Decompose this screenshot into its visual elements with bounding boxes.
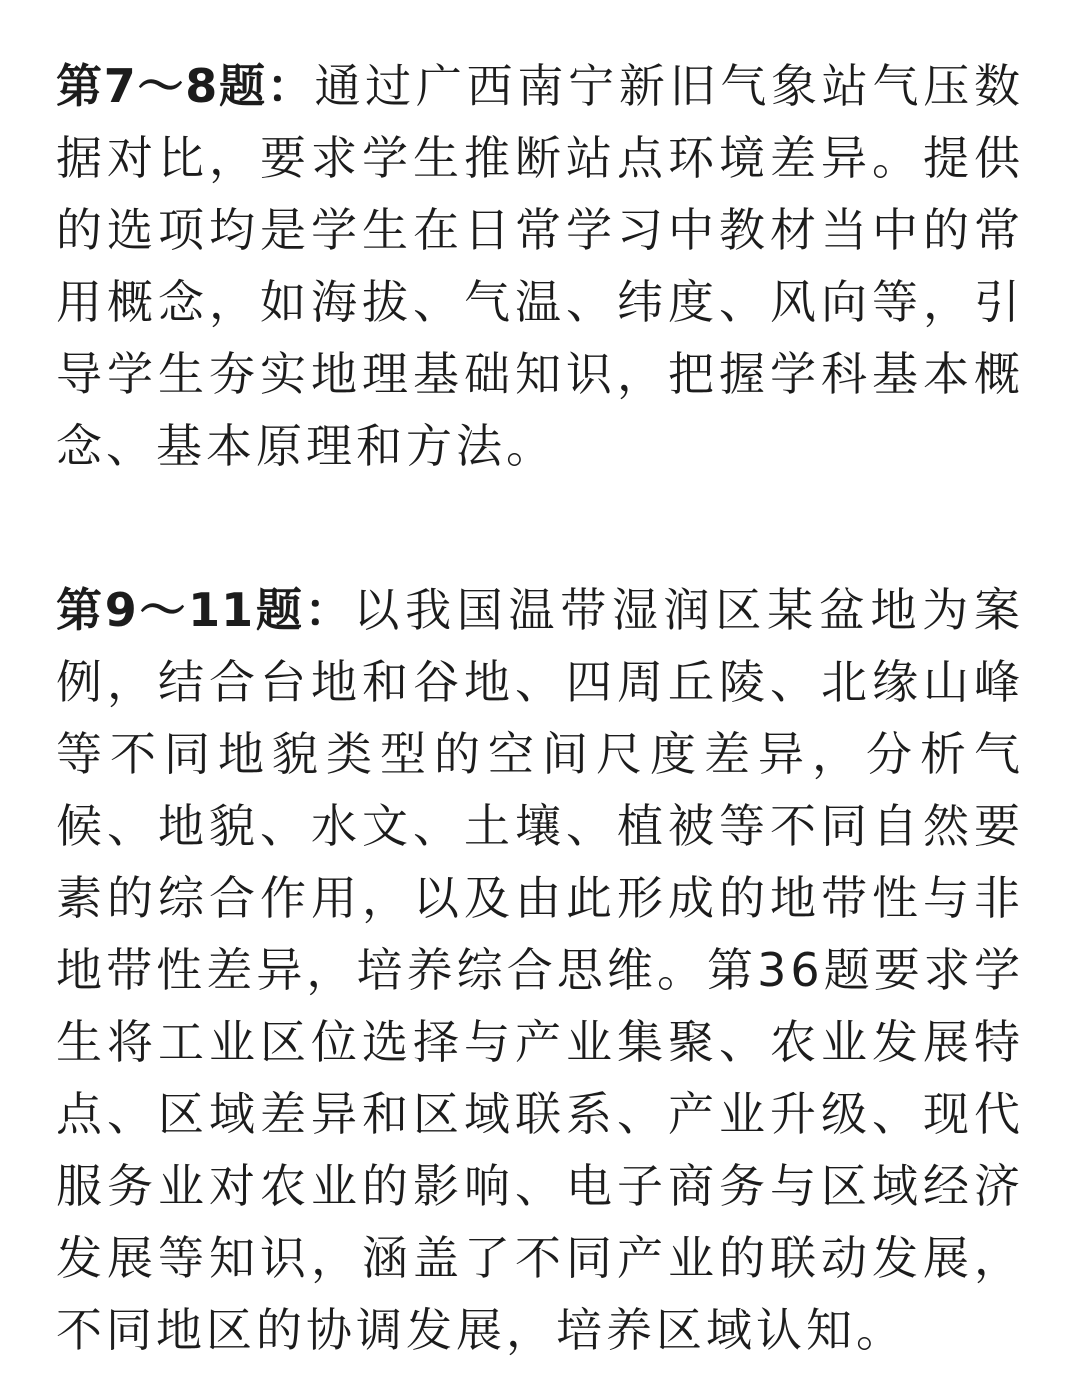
paragraph-label: 第7～8题： [56, 59, 315, 113]
paragraph-label: 第9～11题： [56, 583, 354, 637]
paragraph-questions-9-11 [56, 574, 1024, 1366]
paragraph-text: 以我国温带湿润区某盆地为案例，结合台地和谷地、四周丘陵、北缘山峰等不同地貌类型的空间尺度差异，分析气候、地貌、水文、土壤、植被等不同自然要素的综合作用，以及由此形成的地带性与非地带性差异，培养综合思维。第36题要求学生将工业区位选择与产业集聚、农业发展特点、区域差异和区域联系、产业升级、现代服务业对农业的影响、电子商务与区域经济发展等知识，涵盖了不同产业的联动发展，不同地区的协调发展，培养区域认知。 [56, 583, 1024, 1357]
paragraph-text: 通过广西南宁新旧气象站气压数据对比，要求学生推断站点环境差异。提供的选项均是学生在日常学习中教材当中的常用概念，如海拔、气温、纬度、风向等，引导学生夯实地理基础知识，把握学科基本概念、基本原理和方法。 [56, 59, 1025, 473]
paragraph-questions-7-8 [56, 50, 1024, 482]
